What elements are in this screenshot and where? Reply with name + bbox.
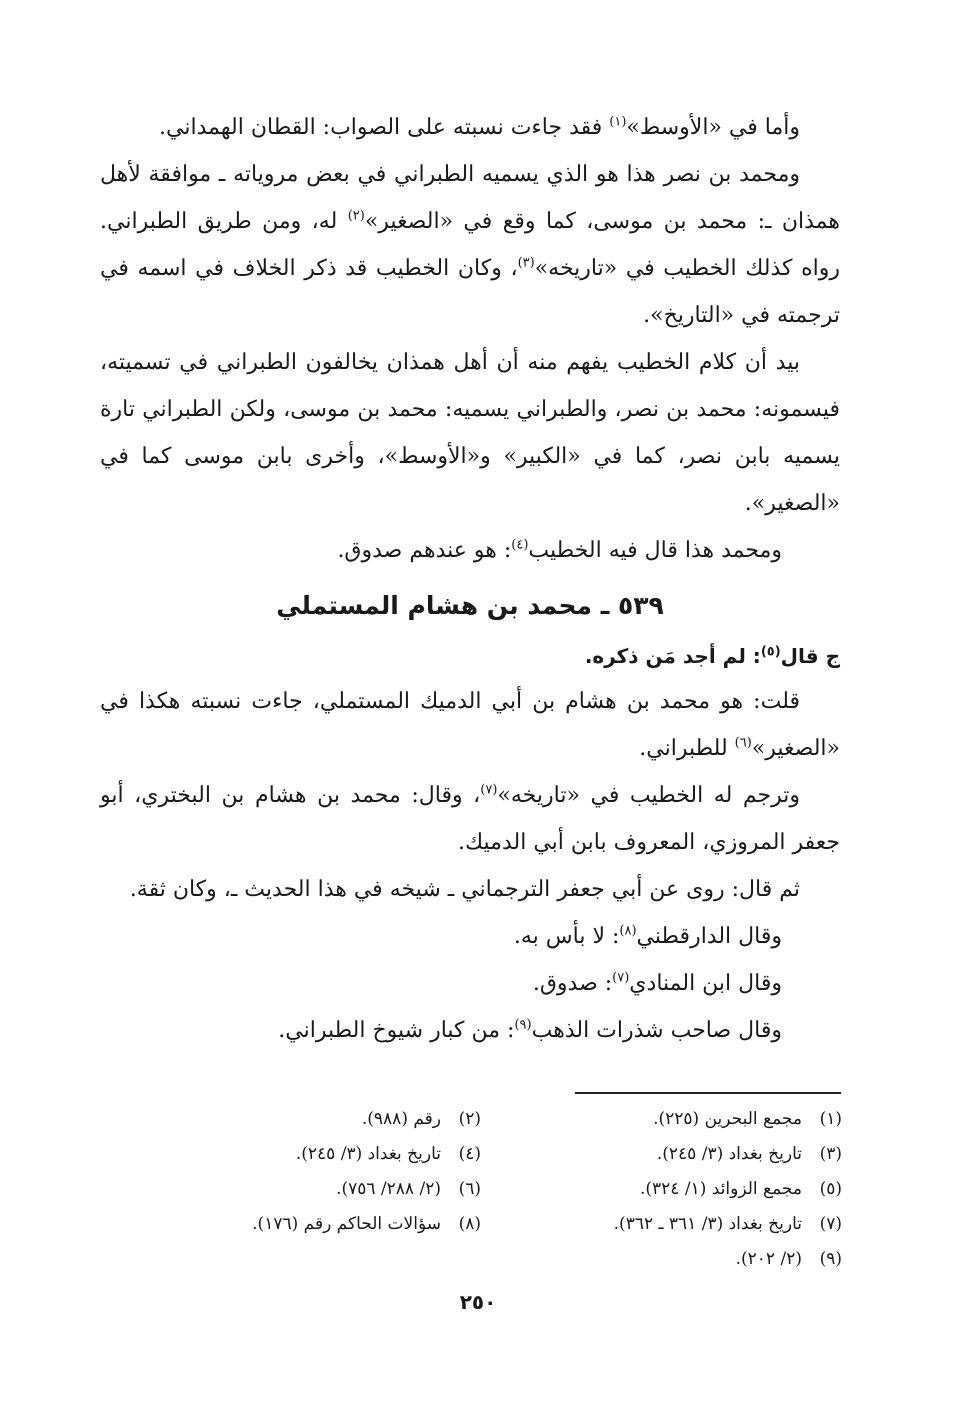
paragraph: وأما في «الأوسط»$^{(١)}$ فقد جاءت نسبته على الصواب: القطان الهمداني. [159,114,800,140]
commentary-note: ج قال$^{(٥)}$: لم أجد مَن ذكره. [584,644,840,668]
footnote: (٨)سؤالات الحاكم رقم (١٧٦). [252,1214,481,1234]
footnote-ref: (٢) [347,208,365,224]
footnote: (١)مجمع البحرين (٢٢٥). [653,1109,842,1129]
page-number: ٢٥٠ [459,1290,497,1314]
footnote: (٣)تاريخ بغداد (٣/ ٢٤٥). [656,1144,842,1164]
footnote-row [120,1242,842,1277]
footnote: (٧)تاريخ بغداد (٣/ ٣٦١ ـ ٣٦٢). [613,1214,842,1234]
footnotes [120,1102,842,1277]
footnote-ref: (٩) [514,1017,532,1033]
footnote-row [120,1137,842,1172]
footnote-divider [575,1092,841,1094]
paragraph: ومحمد هذا قال فيه الخطيب$^{(٤)}$: هو عندهم صدوق. [337,537,782,563]
footnote-ref: (٣) [517,255,535,271]
main-text [100,104,840,1054]
paragraph: ومحمد بن نصر هذا هو الذي يسميه الطبراني في بعض مروياته ـ موافقة لأهل همذان ـ: محمد بن موسى، كما وقع في «الصغير»$^{(٢)}$ له، ومن طريق الطبراني. رواه كذلك الخطيب في «تاريخه»$^{(٣)}$، وكان الخطيب قد ذكر الخلاف في اسمه في ترجمته في «التاريخ». [100,162,841,328]
paragraph: وترجم له الخطيب في «تاريخه»$^{(٧)}$، وقال: محمد بن هشام بن البختري، أبو جعفر المروزي، المعروف بابن أبي الدميك. [100,782,840,855]
footnote: (٩)(٢/ ٢٠٢). [735,1249,842,1269]
footnote: (٢)رقم (٩٨٨). [361,1109,481,1129]
footnote-ref: (٧) [612,970,630,986]
footnote: (٦)(٢/ ٢٨٨/ ٧٥٦). [336,1179,481,1199]
footnote: (٤)تاريخ بغداد (٣/ ٢٤٥). [295,1144,481,1164]
footnote-ref: (٥) [760,644,781,660]
paragraph: قلت: هو محمد بن هشام بن أبي الدميك المستملي، جاءت نسبته هكذا في «الصغير»$^{(٦)}$ للطبراني. [100,689,840,761]
footnote-ref: (٨) [619,923,637,939]
footnote-row [120,1102,842,1137]
footnote-row [120,1172,842,1207]
footnote-row [120,1207,842,1242]
paragraph: بيد أن كلام الخطيب يفهم منه أن أهل همذان يخالفون الطبراني في تسميته، فيسمونه: محمد بن نصر، والطبراني يسميه: محمد بن موسى، ولكن الطبراني تارة يسميه بابن نصر، كما في «الكبير» و«الأوسط»، وأخرى بابن موسى كما في «الصغير». [100,350,840,516]
footnote-ref: (٦) [734,735,752,751]
footnote-ref: (٤) [511,537,529,553]
paragraph: وقال الدارقطني$^{(٨)}$: لا بأس به. [513,923,782,949]
paragraph: وقال صاحب شذرات الذهب$^{(٩)}$: من كبار شيوخ الطبراني. [278,1017,782,1043]
footnote: (٥)مجمع الزوائد (١/ ٣٢٤). [640,1179,842,1199]
footnote-ref: (٧) [480,782,498,798]
entry-heading: ٥٣٩ ـ محمد بن هشام المستملي [276,591,664,620]
paragraph: وقال ابن المنادي$^{(٧)}$: صدوق. [532,970,782,996]
paragraph: ثم قال: روى عن أبي جعفر الترجماني ـ شيخه في هذا الحديث ـ، وكان ثقة. [129,877,800,902]
footnote-ref: (١) [609,114,627,130]
footnote-empty [120,1242,481,1277]
